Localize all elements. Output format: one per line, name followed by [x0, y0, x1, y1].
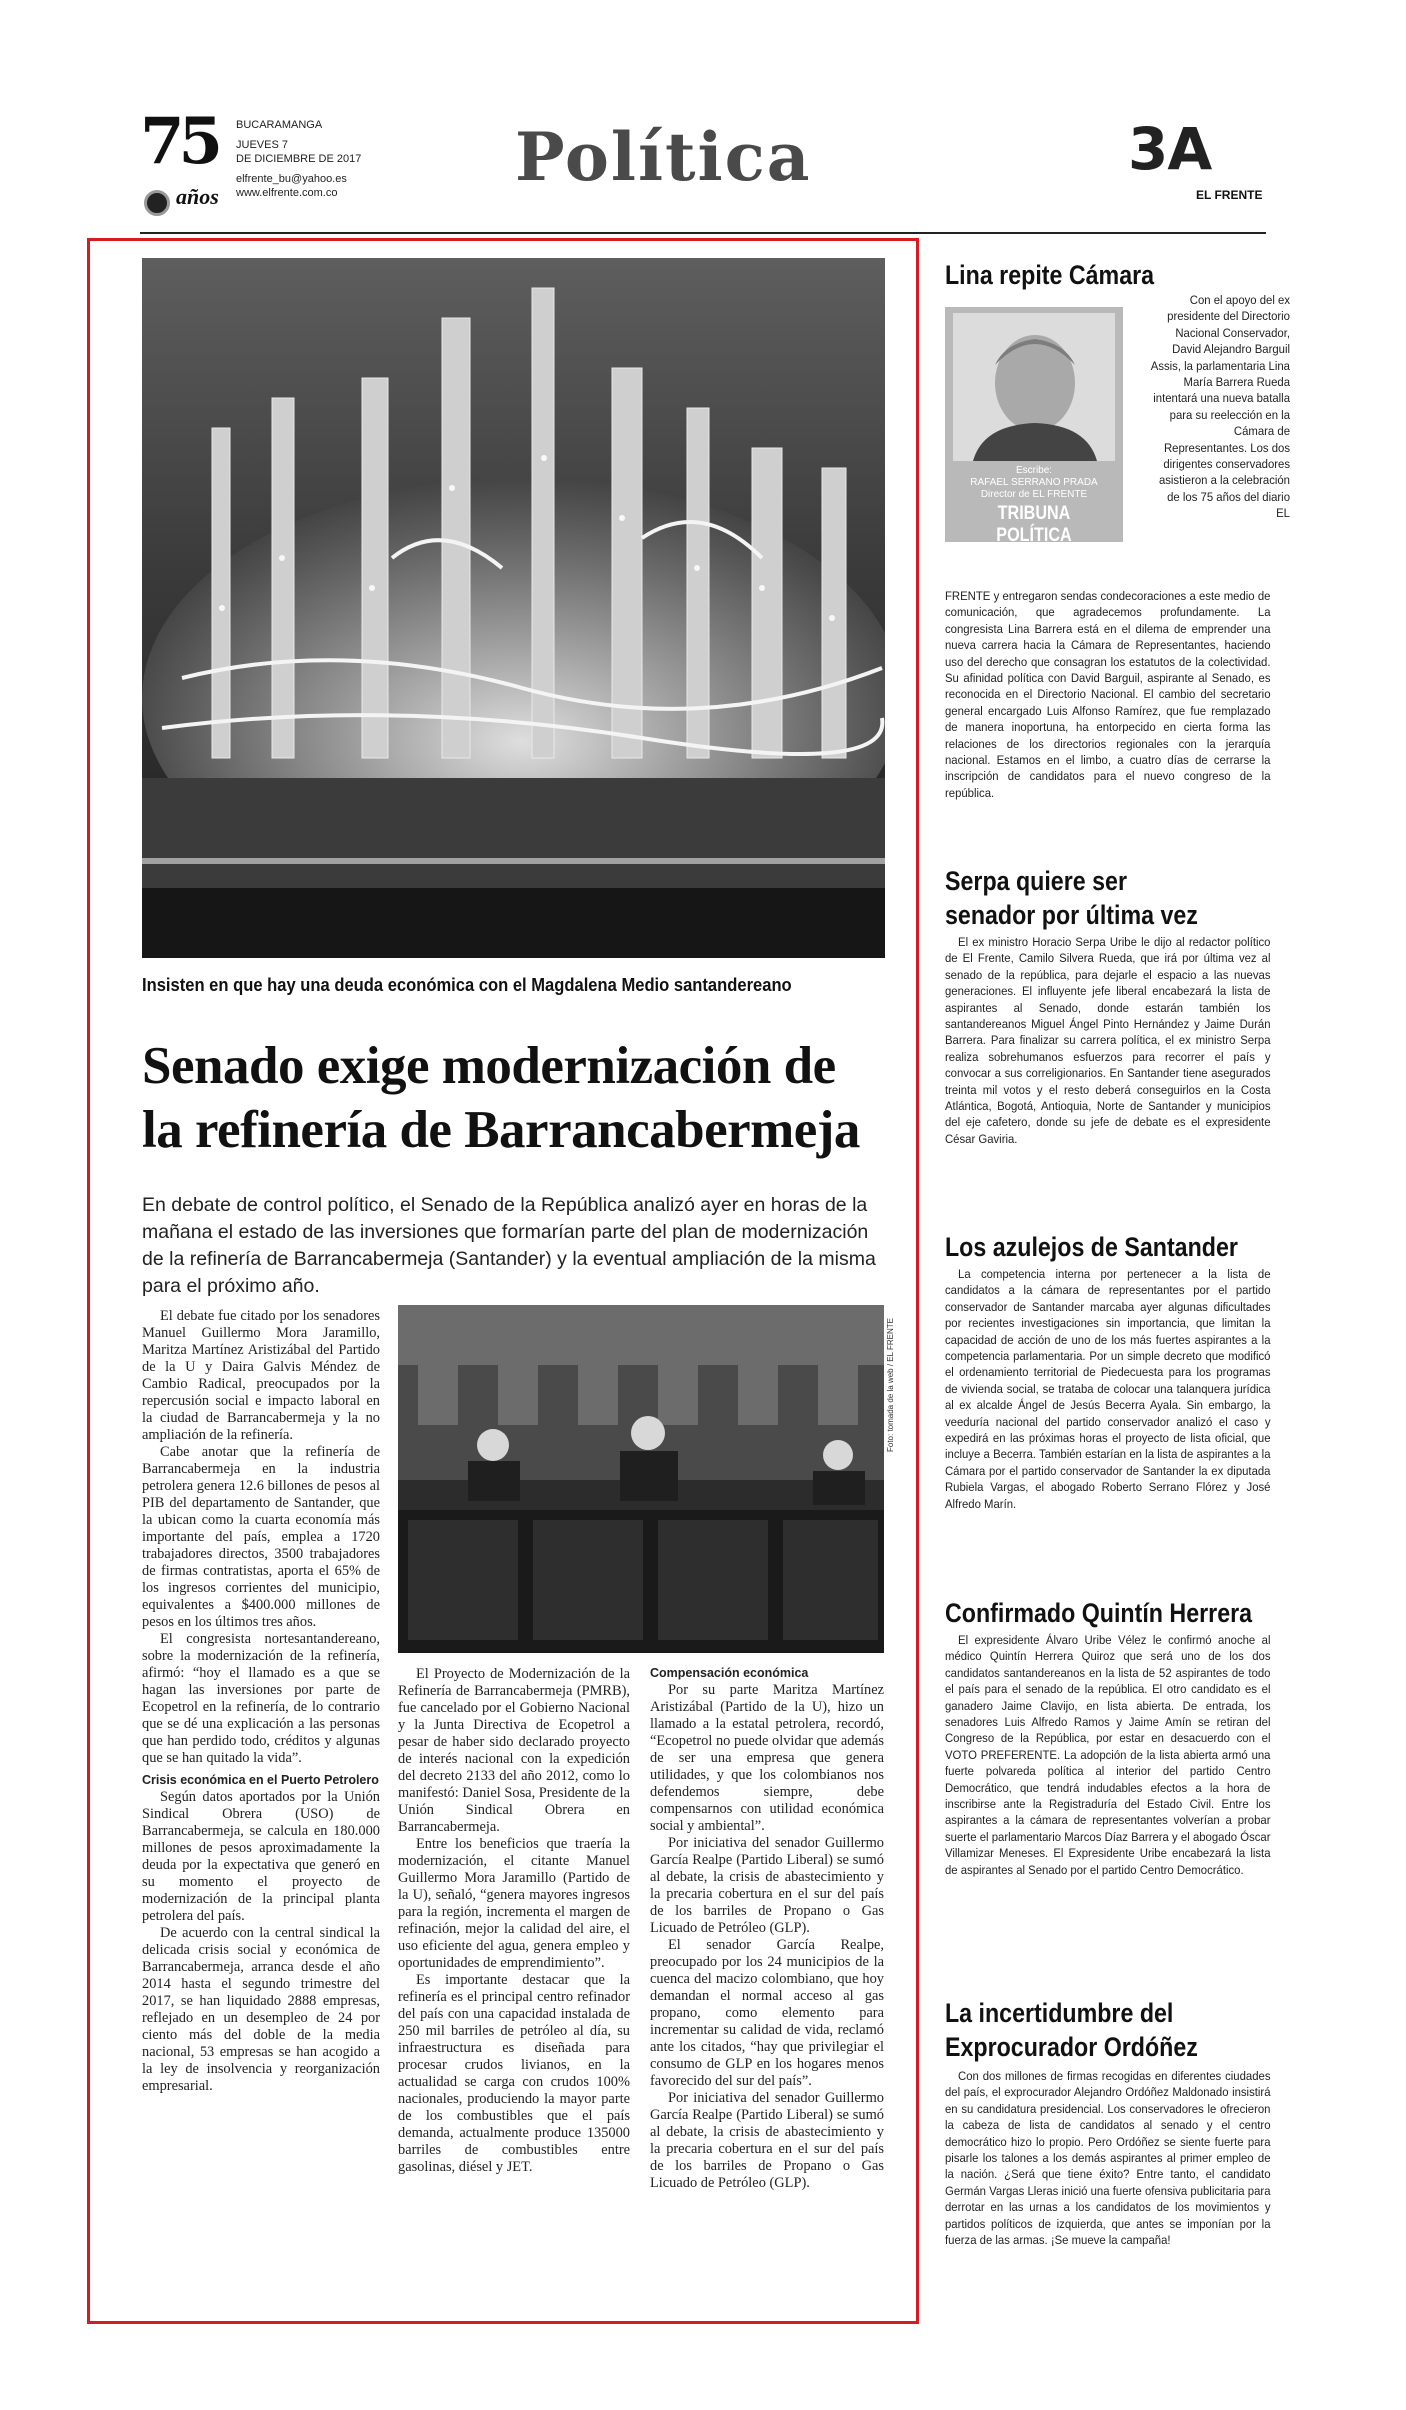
paragraph: El congresista nortesantandereano, sobre la modernización de la refinería, afirmó: “hoy el llamado es a que se hagan las inversiones por parte de Ecopetrol en la refinería, de lo contrario que se dé una explicación a las personas que han perdido todo, créditos y algunas que se han quitado la vida”. — [142, 1631, 380, 1766]
paragraph: Por iniciativa del senador Guillermo García Realpe (Partido Liberal) se sumó al debate, la crisis de abastecimiento y la precaria cobertura en el sur del país de los barriles de Propano o Gas Licuado de Petróleo (GLP). — [650, 2090, 884, 2191]
story-column-1 — [142, 1308, 380, 2095]
paragraph: Por iniciativa del senador Guillermo García Realpe (Partido Liberal) se sumó al debate, la crisis de abastecimiento y la precaria cobertura en el sur del país de los barriles de Propano o Gas Licuado de Petróleo (GLP). — [650, 1835, 884, 1936]
author-role: Director de EL FRENTE — [980, 489, 1088, 500]
quintin-text — [945, 1632, 1271, 1878]
anniversary-logo — [140, 104, 226, 216]
ordonez-text — [945, 2068, 1271, 2248]
header-rule — [140, 232, 1266, 234]
paragraph: De acuerdo con la central sindical la delicada crisis social y económica de Barrancabermeja, arranca desde el año 2014 hasta el segundo trimestre del 2017, se han liquidado 2888 empresas, reflejado en un desempleo de 24 por ciento más del doble de la media nacional, 53 empresas se han acogido a la ley de insolvencia y reorganización empresarial. — [142, 1925, 380, 2094]
city: BUCARAMANGA — [236, 119, 323, 131]
paragraph: Es importante destacar que la refinería es el principal centro refinador del país con una capacidad instalada de 250 mil barriles de petróleo al día, su infraestructura es diseñada para procesar crudos livianos, en la actualidad se carga con crudos 100% nacionales, produciendo la mayor parte de los combustibles que el país demanda, actualmente produce 135000 barriles de combustibles entre gasolinas, diésel y JET. — [398, 1972, 630, 2175]
section-title: Política — [515, 118, 812, 196]
logo-word: años — [176, 184, 219, 209]
edition-info — [236, 118, 361, 200]
paragraph: Con dos millones de firmas recogidas en diferentes ciudades del país, el exprocurador Alejandro Ordóñez Maldonado insistirá en su candidatura presidencial. Los conservadores le ofrecieron la cabeza de lista de candidatos al senado y el centro democrático hizo lo propio. Pero Ordóñez se siente fuerte para pisarle los talones a los demás aspirantes al primer empleo de la nación. ¿Será que tiene éxito? Entre tanto, el candidato Germán Vargas Lleras inició una fuerte ofensiva publicitaria para derrotar en las urnas a los candidatos de los movimientos y partidos políticos de izquierda, que antes se imponían por la fuerza de las armas. ¡Se mueve la campaña! — [945, 2069, 1271, 2248]
lina-title: Lina repite Cámara — [945, 260, 1155, 290]
ordonez-title-line-1: La incertidumbre del — [945, 1998, 1174, 2028]
date: DE DICIEMBRE DE 2017 — [236, 153, 362, 165]
story-column-3 — [650, 1664, 884, 2192]
azulejos-title: Los azulejos de Santander — [945, 1232, 1238, 1262]
quintin-title: Confirmado Quintín Herrera — [945, 1598, 1253, 1628]
story-column-2 — [398, 1666, 630, 2176]
author-portrait — [953, 313, 1115, 461]
page-number: 3A — [1128, 115, 1212, 183]
ordonez-title — [945, 1996, 1225, 2064]
paragraph: Cabe anotar que la refinería de Barrancabermeja en la industria petrolera genera 12.6 billones de pesos al PIB del departamento de Santander, que la ubican como la cuarta economía más importante del país, emplea a 1720 trabajadores directos, 3500 trabajadores de firmas contratistas, aporta el 65% de los ingresos corrientes del municipio, equivalentes a $400.000 millones de pesos en los últimos tres años. — [142, 1444, 380, 1630]
serpa-title-line-1: Serpa quiere ser — [945, 866, 1127, 896]
paragraph: El Proyecto de Modernización de la Refinería de Barrancabermeja (PMRB), fue cancelado por el Gobierno Nacional y la Junta Directiva de Ecopetrol a pesar de haber sido declarado proyecto de interés nacional con la expedición del decreto 2133 del año 2012, como lo manifestó: Daniel Sosa, Presidente de la Unión Sindical Obrera en Barrancabermeja. — [398, 1666, 630, 1835]
author-name: RAFAEL SERRANO PRADA — [970, 477, 1098, 488]
website-link[interactable]: www.elfrente.com.co — [236, 187, 338, 199]
weekday: JUEVES 7 — [236, 139, 288, 151]
brand-name: EL FRENTE — [1196, 188, 1263, 202]
email-link[interactable]: elfrente_bu@yahoo.es — [236, 173, 347, 185]
story-lead: En debate de control político, el Senado de la República analizó ayer en horas de la mañana el estado de las inversiones que formarían parte del plan de modernización de la refinería de Barrancabermeja (Santander) y la eventual ampliación de la misma para el próximo año. — [142, 1194, 876, 1297]
byline — [945, 465, 1123, 501]
azulejos-text — [945, 1266, 1271, 1512]
subhead: Compensación económica — [650, 1666, 809, 1680]
lina-text: FRENTE y entregaron sendas condecoraciones a este medio de comunicación, que agradecemos profundamente. La congresista Lina Barrera está en el dilema de emprender una nueva carrera hacia la Cámara de Representantes, haciendo uso del derecho que consagran los estatutos de la colectividad. Su afinidad política con David Barguil, aspirante al Senado, es reconocida en el Directorio Nacional. El cambio del secretario general encargado Luis Alfonso Ramírez, que fue remplazado de manera inoportuna, ha entorpecido en cierta forma las relaciones de los directorios regionales con la jerarquía nacional. Estamos en el limbo, a cuatro días de cerrarse la inscripción de candidatos para el nuevo congreso de la república. — [945, 589, 1271, 800]
serpa-title-line-2: senador por última vez — [945, 900, 1198, 930]
logo-number: 75 — [140, 104, 218, 179]
lina-wrap-text: Con el apoyo del ex presidente del Directorio Nacional Conservador, David Alejandro Barguil Assis, la parlamentaria Lina María Barrera Rueda intentará una nueva batalla para su reelección en la Cámara de Representantes. Los dos dirigentes conservadores asistieron a la celebración de los 75 años del diario EL — [1150, 293, 1290, 521]
headline-line-2: la refinería de Barrancabermeja — [142, 1101, 860, 1159]
story-headline — [142, 1034, 902, 1162]
paragraph: Por su parte Maritza Martínez Aristizábal (Partido de la U), hizo un llamado a la estatal petrolera, recordó, “Ecopetrol no puede olvidar que además de ser una empresa que genera utilidades, y que los colombianos nos defendemos siempre, debe compensarnos con utilidad económica social y ambiental”. — [650, 1682, 884, 1834]
paragraph: La competencia interna por pertenecer a la lista de candidatos a la cámara de representantes por el partido conservador de Santander marcaba ayer algunas dificultades por recientes investigaciones sin importancia, que limitan la capacidad de acción de uno de los más fuertes aspirantes a la competencia parlamentaria. Por un simple decreto que modificó el ordenamiento territorial de Piedecuesta para los programas de vivienda social, se trataba de colocar una talanquera jurídica al ex alcalde Ángel de Jesús Becerra Ayala. Sin embargo, la veeduría nacional del partido conservador analizó el caso y expedirá en las próximas horas el proyecto de lista oficial, que incluye a Becerra. También estarían en la lista de aspirantes a la Cámara por el partido conservador de Santander la ex diputada Rubiela Vargas, el abogado Roberto Serrano Flórez y José Alfredo Marín. — [945, 1267, 1271, 1511]
paragraph: El ex ministro Horacio Serpa Uribe le dijo al redactor político de El Frente, Camilo Silvera Rueda, que irá por última vez al senado de la república, para dejarle el espacio a las nuevas generaciones. El influyente jefe liberal encabezará la lista de aspirantes al Senado, donde estarán también los santandereanos Miguel Ángel Pinto Hernández y Jaime Durán Barrera. Para finalizar su carrera política, el ex ministro Serpa realiza sobrehumanos esfuerzos para recorrer el país y convocar a sus correligionarios. En Santander tiene asegurados treinta mil votos y el resto deberá conseguirlos en la Costa Atlántica, Bogotá, Antioquia, Norte de Santander y municipios del eje cafetero, donde su jefe de debate es el expresidente César Gaviria. — [945, 935, 1271, 1146]
serpa-title — [945, 864, 1225, 932]
refinery-photo — [142, 258, 885, 958]
senate-debate-photo — [398, 1305, 884, 1653]
ordonez-title-line-2: Exprocurador Ordóñez — [945, 2032, 1198, 2062]
paragraph: Entre los beneficios que traería la modernización, el citante Manuel Guillermo Mora Jaramillo (Partido de la U), señaló, “genera mayores ingresos para la región, incrementa el margen de refinación, mejor la calidad del aire, el uso eficiente del agua, genera empleo y oportunidades de emprendimiento”. — [398, 1836, 630, 1971]
paragraph: El senador García Realpe, preocupado por los 24 municipios de la cuenca del macizo colombiano, que hoy demandan el normal acceso al gas propano, como elemento para incrementar su calidad de vida, reclamó ante los citados, “hay que privilegiar el consumo de GLP en los hogares menos favorecido del sur del país”. — [650, 1937, 884, 2089]
paragraph: El expresidente Álvaro Uribe Vélez le confirmó anoche al médico Quintín Herrera Quiroz que será uno de los dos candidatos santandereanos en la lista de 52 aspirantes de todo el país para el senado de la república. El otro candidato es el ganadero Jaime Clavijo, en lista abierta. De entrada, los senadores Luis Alfredo Ramos y Jaime Amín se retiran del Congreso de la República, por estar en desacuerdo con el VOTO PREFERENTE. La adopción de la lista abierta armó una fuerte polvareda política al interior del partido Centro Democrático, que tendrá indudables efectos a la hora de inscribirse ante la Registraduría del Estado Civil. Entre los aspirantes a la cámara de representantes volverían a probar suerte el parlamentario Marcos Díaz Barrera y el abogado Óscar Villamizar Meneses. El Expresidente Uribe encabezará la lista de aspirantes al Senado por el partido Centro Democrático. — [945, 1633, 1271, 1877]
paragraph: Según datos aportados por la Unión Sindical Obrera (USO) de Barrancabermeja, se calcula en 180.000 millones de pesos aproximadamente la deuda por la expectativa que generó en su momento el proyecto de modernización de la principal planta petrolera del país. — [142, 1789, 380, 1924]
paragraph: El debate fue citado por los senadores Manuel Guillermo Mora Jaramillo, Maritza Martínez Aristizábal del Partido de la U y Daira Galvis Méndez de Cambio Radical, preocupados por la repercusión social e impacto laboral en la ciudad de Barrancabermeja y la no ampliación de la refinería. — [142, 1308, 380, 1443]
subhead: Crisis económica en el Puerto Petrolero — [142, 1773, 379, 1787]
serpa-text — [945, 934, 1271, 1147]
escribe-label: Escribe: — [1015, 465, 1053, 476]
photo-credit: Foto: tomada de la web / EL FRENTE — [886, 1318, 895, 1452]
tribuna-politica-box — [945, 307, 1123, 546]
story-kicker: Insisten en que hay una deuda económica con el Magdalena Medio santandereano — [142, 975, 792, 995]
logo-circle-icon — [144, 190, 170, 216]
headline-line-1: Senado exige modernización de — [142, 1037, 836, 1095]
tribuna-label: TRIBUNA POLÍTICA — [996, 503, 1072, 546]
